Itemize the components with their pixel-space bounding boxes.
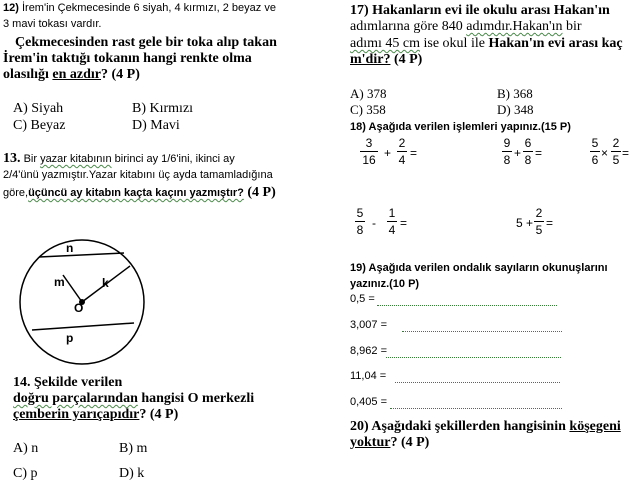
q18-e2-eq: = bbox=[535, 146, 543, 160]
q18-e3-frac-a bbox=[590, 136, 600, 167]
q14-line3a: çemberin yarıçapıdır bbox=[13, 407, 140, 422]
q18-e4-frac-a bbox=[355, 206, 365, 237]
q18-e3-b-num: 2 bbox=[612, 136, 620, 150]
q18-e4-frac-b bbox=[387, 206, 397, 237]
q19-answer-line-4[interactable] bbox=[395, 382, 560, 383]
q14-line1 bbox=[13, 375, 122, 391]
q17-line2b: adımdır.Hakan'ın bbox=[466, 19, 563, 34]
q17-line1: 17) Hakanların evi ile okulu arası Hakan'ın bbox=[350, 3, 610, 18]
circle-figure bbox=[12, 232, 157, 367]
q18-e2-a-den: 8 bbox=[503, 153, 511, 167]
q18-e4-eq: = bbox=[400, 216, 408, 230]
q14-line2 bbox=[13, 391, 254, 407]
q18-e1-op: + bbox=[384, 146, 392, 160]
q17-line4 bbox=[350, 52, 422, 68]
q18-e5-b-num: 2 bbox=[535, 206, 543, 220]
q19-answer-line-3[interactable] bbox=[386, 357, 561, 358]
q20-line2 bbox=[350, 435, 429, 451]
q18-e2-b-den: 8 bbox=[524, 153, 532, 167]
q12-option-a: A) Siyah bbox=[13, 101, 64, 116]
q12-option-c: C) Beyaz bbox=[13, 118, 66, 133]
q12-number: 12) bbox=[3, 2, 19, 14]
q18-e3-eq: = bbox=[622, 146, 630, 160]
q18-e3-a-num: 5 bbox=[591, 136, 599, 150]
q14-line3 bbox=[13, 407, 178, 423]
q18-e1-a-den: 16 bbox=[362, 153, 376, 167]
q18-e5-whole: 5 + bbox=[516, 216, 534, 230]
q18-e2-frac-b bbox=[523, 136, 533, 167]
q18-e4-op: - bbox=[372, 216, 376, 230]
q18-e3-frac-b bbox=[611, 136, 621, 167]
q20-line1a: 20) Aşağıdaki şekillerden hangisinin bbox=[350, 419, 570, 434]
q13-line3c: (4 P) bbox=[243, 185, 276, 200]
circle-label-p: p bbox=[66, 331, 74, 345]
q18-e4-a-den: 8 bbox=[356, 223, 364, 237]
q17-line3 bbox=[350, 36, 623, 52]
q18-e3-a-den: 6 bbox=[591, 153, 599, 167]
q17-line4b: (4 P) bbox=[390, 52, 423, 67]
q14-number: 14. bbox=[13, 375, 31, 390]
q20-line2a: yoktur bbox=[350, 435, 391, 450]
q13-line2: 2/4'ünü yazmıştır.Yazar kitabını üç ayda tamamladığına bbox=[3, 169, 273, 181]
q18-e4-a-num: 5 bbox=[356, 206, 364, 220]
q14-option-c: C) p bbox=[13, 466, 38, 481]
q19-answer-line-2[interactable] bbox=[402, 331, 562, 332]
q18-e1-b-num: 2 bbox=[398, 136, 406, 150]
q12-option-d: D) Mavi bbox=[132, 118, 180, 133]
q13-line3b: üçüncü ay kitabın kaçta kaçını yazmıştır? bbox=[28, 187, 244, 199]
q12-option-b: B) Kırmızı bbox=[132, 101, 194, 116]
q18-e1-frac-b bbox=[397, 136, 407, 167]
q18-e4-b-den: 4 bbox=[388, 223, 396, 237]
q20-line1b: köşegeni bbox=[569, 419, 621, 434]
q19-item-3: 8,962 = bbox=[350, 345, 388, 357]
q17-line2a: adımlarına göre 840 bbox=[350, 19, 467, 34]
q12-question-3a: olasılığı bbox=[3, 67, 53, 82]
q17-option-b: B) 368 bbox=[497, 86, 533, 101]
q20-line2b: ? (4 P) bbox=[390, 435, 430, 450]
q19-item-4: 11,04 = bbox=[350, 370, 387, 382]
q13-line1 bbox=[3, 151, 235, 167]
q18-e2-op: + bbox=[514, 146, 522, 160]
q13-line3a: göre, bbox=[3, 187, 29, 199]
q14-line3b: ? (4 P) bbox=[139, 407, 179, 422]
chord-p bbox=[32, 323, 134, 330]
q18-e2-frac-a bbox=[502, 136, 512, 167]
q13-line1a: Bir bbox=[23, 153, 41, 165]
circle-label-k: k bbox=[102, 276, 109, 290]
q17-line3b: ise okul ile bbox=[420, 36, 489, 51]
chord-n bbox=[39, 253, 124, 257]
circle-label-m: m bbox=[54, 275, 65, 289]
q17-line2 bbox=[350, 19, 582, 35]
q17-option-c: C) 358 bbox=[350, 102, 386, 117]
q12-text1: İrem'in Çekmecesinde 6 siyah, 4 kırmızı, 2 beyaz ve bbox=[21, 2, 276, 14]
q12-question-1: Çekmecesinden rast gele bir toka alıp takan bbox=[15, 35, 277, 50]
q19-item-1: 0,5 = bbox=[350, 293, 375, 305]
q18-e2-b-num: 6 bbox=[524, 136, 532, 150]
q17-option-a: A) 378 bbox=[350, 86, 387, 101]
q18-e5-b-den: 5 bbox=[535, 223, 543, 237]
q14-option-b: B) m bbox=[119, 441, 148, 456]
q18-e2-a-num: 9 bbox=[503, 136, 511, 150]
circle-label-o: O bbox=[74, 301, 84, 315]
q18-e1-a-num: 3 bbox=[365, 136, 373, 150]
q14-option-d: D) k bbox=[119, 466, 145, 481]
q13-line1c: birinci ay 1/6'ini, ikinci ay bbox=[111, 153, 235, 165]
q13-line1b: yazar kitabının bbox=[40, 153, 112, 165]
q17-line2c: bir bbox=[562, 19, 582, 34]
q17-line4a: m'dir? bbox=[350, 52, 391, 67]
q19-title-1: 19) Aşağıda verilen ondalık sayıların okunuşlarını bbox=[350, 262, 608, 274]
q19-answer-line-1[interactable] bbox=[377, 305, 557, 306]
q12-question-3 bbox=[3, 67, 140, 83]
segment-m bbox=[63, 275, 82, 302]
q12-question-3c: ? (4 P) bbox=[101, 67, 140, 82]
q18-title: 18) Aşağıda verilen işlemleri yapınız.(15 P) bbox=[350, 121, 571, 133]
q17-option-d: D) 348 bbox=[497, 102, 534, 117]
q19-title-2: yazınız.(10 P) bbox=[350, 278, 420, 290]
q19-item-2: 3,007 = bbox=[350, 319, 388, 331]
q18-e4-b-num: 1 bbox=[388, 206, 396, 220]
q18-e3-b-den: 5 bbox=[612, 153, 620, 167]
q18-e1-b-den: 4 bbox=[398, 153, 406, 167]
q12-question-2: İrem'in taktığı tokanın hangi renkte olma bbox=[3, 51, 252, 66]
q18-e5-eq: = bbox=[546, 216, 554, 230]
q14-line2b: hangisi O merkezli bbox=[137, 391, 255, 406]
q12-question-3b: en azdır bbox=[52, 67, 102, 82]
q19-item-5: 0,405 = bbox=[350, 396, 388, 408]
q12-line2: 3 mavi tokası vardır. bbox=[3, 18, 102, 30]
q17-line3a: adımı 45 cm bbox=[350, 36, 420, 51]
q19-answer-line-5[interactable] bbox=[390, 408, 562, 409]
q18-e5-frac-b bbox=[534, 206, 544, 237]
q14-line2a: doğru parçalarından bbox=[13, 391, 138, 406]
q13-number: 13. bbox=[3, 151, 21, 166]
q14-option-a: A) n bbox=[13, 441, 39, 456]
q18-e1-eq: = bbox=[410, 146, 418, 160]
q17-line3c: Hakan'ın evi arası kaç bbox=[488, 36, 623, 51]
q20-line1 bbox=[350, 419, 621, 435]
q13-line3 bbox=[3, 185, 276, 201]
q14-line1-text: Şekilde verilen bbox=[34, 375, 123, 390]
q18-e1-frac-a bbox=[360, 136, 378, 167]
q12-line1 bbox=[3, 2, 276, 14]
q18-e3-op: × bbox=[601, 146, 609, 160]
circle-label-n: n bbox=[66, 241, 74, 255]
